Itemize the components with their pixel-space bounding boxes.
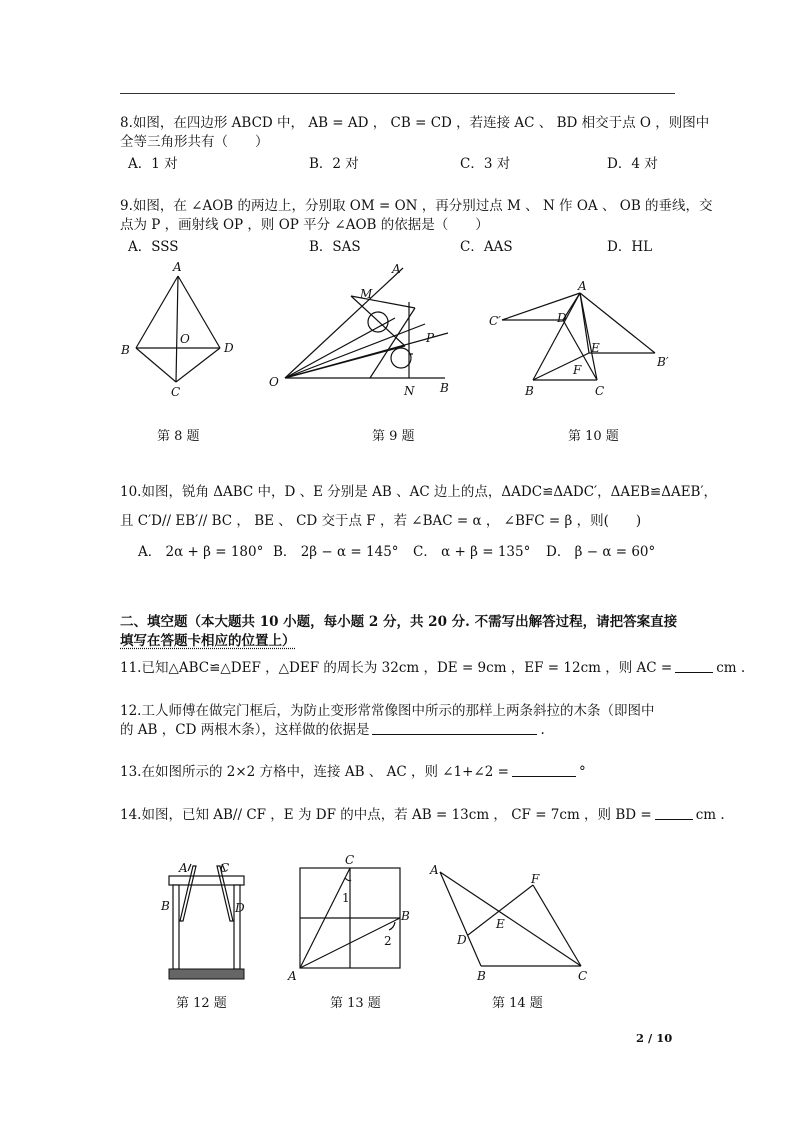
- section2-heading-line2: 填写在答题卡相应的位置上）: [120, 633, 296, 649]
- q9-option-d: D．HL: [607, 239, 653, 255]
- fig10-label-b-prime: B′: [657, 355, 669, 369]
- caption-q8: 第 8 题: [157, 429, 200, 444]
- fig10-label-a: A: [578, 279, 587, 293]
- fig10-label-e: E: [591, 341, 600, 355]
- q13-text: 13.在如图所示的 2×2 方格中，连接 AB 、 AC ，则 ∠1+∠2 =: [120, 764, 509, 780]
- q8-line2: 全等三角形共有（ ）: [120, 134, 269, 150]
- fig13-label-a: A: [288, 969, 297, 983]
- q8-option-b: B．2 对: [309, 156, 359, 172]
- figure-q10: [485, 280, 685, 405]
- page-number: 2 / 10: [636, 1031, 673, 1045]
- section2-heading-line1: 二、填空题（本大题共 10 小题，每小题 2 分，共 20 分. 不需写出解答过程，请把答案直接: [120, 614, 678, 630]
- q13-line: [120, 763, 586, 781]
- fig10-label-c: C: [595, 384, 605, 398]
- figure-q13: [285, 852, 415, 987]
- caption-q14: 第 14 题: [492, 996, 543, 1011]
- fig8-label-o: O: [180, 332, 190, 346]
- q11-text: 11.已知△ABC≌△DEF ，△DEF 的周长为 32cm ，DE = 9cm ，EF = 12cm ，则 AC =: [120, 660, 673, 676]
- q13-answer-blank[interactable]: [512, 763, 576, 777]
- q9-line2: 点为 P ，画射线 OP ，则 OP 平分 ∠AOB 的依据是（ ）: [120, 217, 489, 233]
- fig9-label-b: B: [440, 381, 449, 395]
- fig10-label-f: F: [573, 363, 582, 377]
- fig8-label-a: A: [173, 260, 182, 274]
- q12-end: .: [540, 722, 545, 738]
- q10-option-d: D． β − α = 60°: [546, 544, 656, 560]
- fig10-label-c-prime: C′: [489, 314, 501, 328]
- caption-q13: 第 13 题: [330, 996, 381, 1011]
- fig12-label-c: C: [220, 861, 230, 875]
- q10-line1: 10.如图，锐角 ΔABC 中，D 、E 分别是 AB 、AC 边上的点，ΔADC≌ΔADC′，ΔAEB≌ΔAEB′，: [120, 484, 718, 500]
- fig10-label-b: B: [525, 384, 534, 398]
- q8-option-a: A．1 对: [128, 156, 178, 172]
- q8-line1: 8.如图，在四边形 ABCD 中， AB = AD ， CB = CD ，若连接 AC 、 BD 相交于点 O ，则图中: [120, 115, 710, 131]
- q8-option-d: D．4 对: [607, 156, 658, 172]
- fig14-label-d: D: [457, 933, 467, 947]
- fig13-label-b: B: [401, 909, 410, 923]
- fig13-label-2: 2: [384, 934, 392, 948]
- q12-line1: 12.工人师傅在做完门框后，为防止变形常常像图中所示的那样上两条斜拉的木条（即图中: [120, 703, 655, 719]
- fig9-label-n: N: [404, 384, 415, 398]
- caption-q12: 第 12 题: [176, 996, 227, 1011]
- q9-line1: 9.如图，在 ∠AOB 的两边上，分别取 OM = ON ，再分别过点 M 、 N 作 OA 、 OB 的垂线，交: [120, 198, 713, 214]
- figure-q12: [155, 855, 255, 985]
- fig10-label-d: D: [557, 311, 567, 325]
- caption-q10: 第 10 题: [568, 429, 619, 444]
- q9-option-a: A．SSS: [128, 239, 179, 255]
- q10-option-a: A． 2α + β = 180°: [138, 544, 264, 560]
- q9-option-b: B．SAS: [309, 239, 361, 255]
- fig14-label-b: B: [477, 969, 486, 983]
- q12-text: 的 AB ，CD 两根木条），这样做的依据是: [120, 722, 370, 738]
- fig13-label-1: 1: [342, 891, 350, 905]
- fig8-label-c: C: [171, 385, 181, 399]
- figure-q9: [265, 258, 465, 403]
- q9-option-c: C．AAS: [460, 239, 513, 255]
- q10-line2: 且 C′D// EB′// BC ， BE 、 CD 交于点 F ，若 ∠BAC = α ， ∠BFC = β ，则( ): [120, 513, 642, 529]
- q13-end: °: [578, 764, 586, 780]
- fig14-label-c: C: [578, 969, 588, 983]
- fig8-label-d: D: [224, 341, 234, 355]
- fig9-label-o: O: [269, 375, 279, 389]
- q12-answer-blank[interactable]: [372, 721, 537, 735]
- q10-option-c: C． α + β = 135°: [413, 544, 531, 560]
- fig14-label-f: F: [531, 872, 540, 886]
- fig12-label-b: B: [161, 899, 170, 913]
- fig8-label-b: B: [121, 343, 130, 357]
- header-rule: [120, 93, 675, 94]
- fig9-label-a: A: [392, 262, 401, 276]
- section2-heading-line2-wrap: [120, 632, 296, 650]
- q11-answer-blank[interactable]: [675, 659, 713, 673]
- figure-q14: [428, 855, 598, 985]
- fig9-label-m: M: [360, 287, 373, 301]
- figure-q8: [118, 258, 248, 403]
- q14-answer-blank[interactable]: [655, 806, 693, 820]
- fig14-label-a: A: [430, 863, 439, 877]
- fig12-label-d: D: [235, 901, 245, 915]
- fig12-label-a: A: [179, 861, 188, 875]
- q14-unit: cm .: [695, 807, 725, 823]
- fig14-label-e: E: [496, 917, 505, 931]
- q11-line: [120, 659, 745, 677]
- q14-text: 14.如图，已知 AB// CF ，E 为 DF 的中点，若 AB = 13cm ， CF = 7cm ，则 BD =: [120, 807, 652, 823]
- fig9-label-p: P: [426, 331, 435, 345]
- q12-line2: [120, 721, 545, 739]
- q8-option-c: C．3 对: [460, 156, 511, 172]
- q11-unit: cm .: [716, 660, 746, 676]
- q14-line: [120, 806, 725, 824]
- fig13-label-c: C: [345, 853, 355, 867]
- q10-option-b: B． 2β − α = 145°: [273, 544, 399, 560]
- caption-q9: 第 9 题: [372, 429, 415, 444]
